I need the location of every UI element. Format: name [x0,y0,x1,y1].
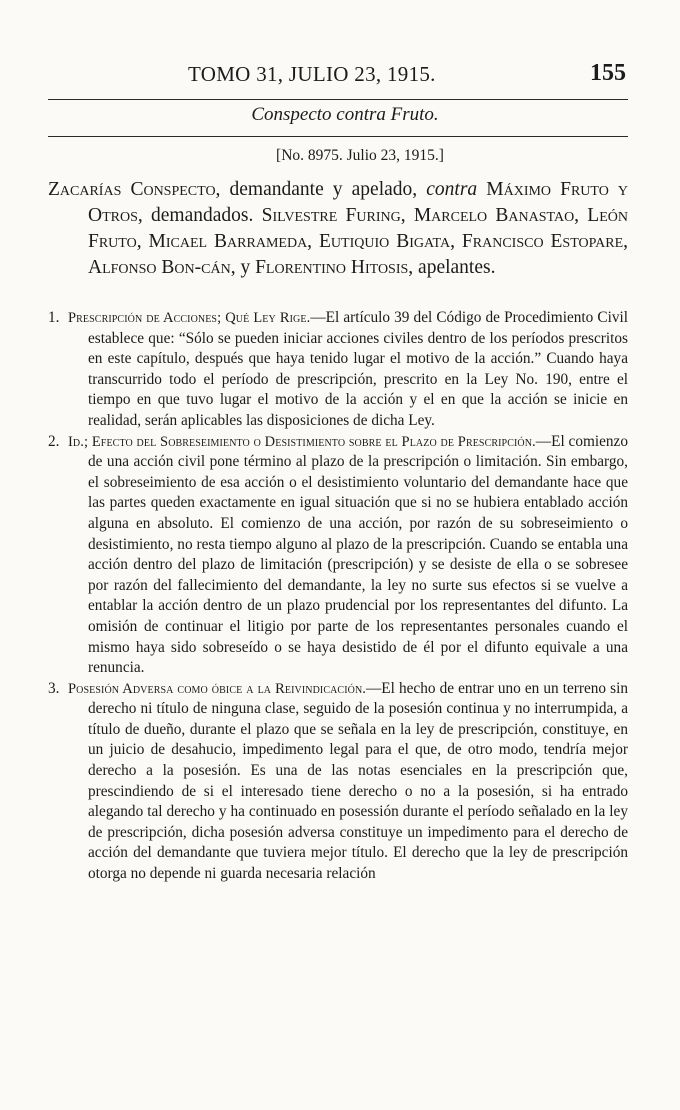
last-appellant: Florentino Hitosis, [255,257,414,278]
appellants-role: apelantes. [413,257,496,278]
item-text: —El comienzo de una acción civil pone término al plazo de la prescripción o limitación. Sin embargo, el sobreseimiento de esa acción o el desistimiento voluntario del demandante hace que las partes queden exactamente en igual situación que si no se hubiera entablado acción alguna en absoluto. El comienzo de una acción, por razón de su sobreseimiento o desistimiento, no resta tiempo alguno al plazo de la prescripción. Cuando se entabla una acción dentro del plazo de limitación (prescripción) y se desiste de ella o se sobresee por razón del fallecimiento del demandante, la ley no surte sus efectos si se vuelve a entablar la acción dentro de un plazo prudencial por los representantes del difunto. La omisión de continuar el litigio por parte de los representantes personales cuando el mismo haya sido sobreseído o se haya desistido de él por el difunto equivale a una renuncia. [88,432,628,677]
running-title: TOMO 31, JULIO 23, 1915. [188,62,436,86]
item-number: 2. [48,432,60,450]
item-text: —El hecho de entrar uno en un terreno sin derecho ni título de ninguna clase, seguido de la posesión continua y no interrumpida, a título de dueño, durante el plazo que se señala en la ley de prescripción, constituye, en un juicio de desahucio, impedimento legal para el que, de otro modo, tendría mejor derecho a la posesión. Es una de las notas esenciales en la prescripción que, prescindiendo de si el interesado tiene derecho o no a la posesión, si ha entrado alegando tal derecho y ha continuado en posessión durante el período señalado en la ley de prescripción, dicha posesión adversa constituye un impedimento para el derecho de acción del demandante que tuviera mejor título. El derecho que la ley de prescripción otorga no depende ni guarda necesaria relación [88,679,628,883]
plaintiff-role: demandante y apelado, [220,179,427,200]
item-text: —El artículo 39 del Código de Procedimiento Civil establece que: “Sólo se pueden iniciar acciones civiles dentro de los períodos prescritos en este capítulo, después que haya tenido lugar el motivo de la acción.” Cuando haya transcurrido todo el período de prescripción, prescrito en la Ley No. 190, entre el tiempo en que tuvo lugar el motivo de la acción y el en que la acción se inicie en realidad, serán aplicables las disposiciones de dicha Ley. [88,309,628,429]
item-heading: Prescripción de Acciones; Qué Ley Rige. [68,310,311,326]
parties-paragraph [48,177,628,281]
plaintiff-name: Zacarías Conspecto, [48,179,221,200]
syllabus-item-1 [48,308,628,432]
item-number: 1. [48,309,60,326]
defendants-name: Máximo Fruto y Otros, [88,179,629,226]
and-word: y [235,257,256,278]
item-heading: Id.; Efecto del Sobreseimiento o Desistimiento sobre el Plazo de Prescripción. [68,433,536,450]
item-number: 3. [48,679,60,697]
running-head [0,58,680,94]
defendants-role: demandados. [142,205,262,226]
second-rule [48,136,628,137]
syllabus-item-3 [48,679,628,885]
syllabus-item-2 [48,432,628,679]
appellants-names: Silvestre Furing, Marcelo Banastao, León Fruto, Micael Barrameda, Eutiquio Bigata, Francisco Estopare, Alfonso Bon-cán, [88,205,628,278]
case-number: [No. 8975. Julio 23, 1915.] [276,147,444,164]
item-heading: Posesión Adversa como óbice a la Reivindicación. [68,680,366,697]
syllabus [48,308,628,885]
top-rule [48,99,628,100]
contra-word: contra [426,179,478,200]
case-short-title: Conspecto contra Fruto. [251,104,439,125]
page-number: 155 [590,60,626,86]
